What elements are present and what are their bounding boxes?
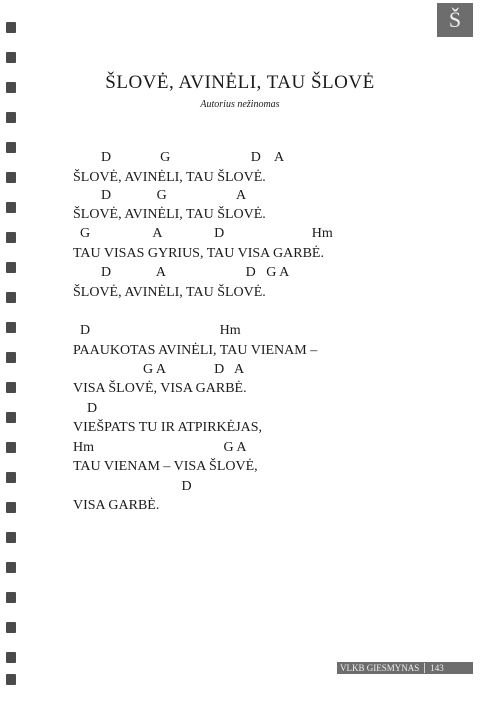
- lyric-line: VISA GARBĖ.: [73, 498, 160, 513]
- binding-hole: [6, 622, 16, 633]
- binding-hole: [6, 232, 16, 243]
- lyric-line: PAAUKOTAS AVINĖLI, TAU VIENAM –: [73, 343, 318, 358]
- binding-hole: [6, 562, 16, 573]
- lyric-line: ŠLOVĖ, AVINĖLI, TAU ŠLOVĖ.: [73, 285, 266, 300]
- binding-hole: [6, 472, 16, 483]
- binding-hole: [6, 142, 16, 153]
- lyric-line: TAU VISAS GYRIUS, TAU VISA GARBĖ.: [73, 246, 324, 261]
- binding-hole: [6, 532, 16, 543]
- binding-hole: [6, 112, 16, 123]
- binding-hole: [6, 442, 16, 453]
- binding-hole: [6, 412, 16, 423]
- chord-line: G A D A: [73, 362, 245, 377]
- lyric-line: VISA ŠLOVĖ, VISA GARBĖ.: [73, 381, 247, 396]
- binding-hole: [6, 352, 16, 363]
- binding-hole: [6, 502, 16, 513]
- footer-book-title: VLKB GIESMYNAS: [340, 663, 420, 673]
- lyric-line: VIEŠPATS TU IR ATPIRKĖJAS,: [73, 420, 263, 435]
- binding-hole: [6, 262, 16, 273]
- chord-line: D A D G A: [73, 265, 290, 280]
- binding-hole: [6, 202, 16, 213]
- binding-hole: [6, 674, 16, 685]
- chord-line: D G A: [73, 188, 247, 203]
- chord-line: Hm G A: [73, 440, 247, 455]
- binding-hole: [6, 592, 16, 603]
- chord-line: D G D A: [73, 150, 285, 165]
- chord-line: D: [73, 479, 192, 494]
- binding-hole: [6, 52, 16, 63]
- lyric-line: ŠLOVĖ, AVINĖLI, TAU ŠLOVĖ.: [73, 207, 266, 222]
- binding-hole: [6, 292, 16, 303]
- binding-hole: [6, 382, 16, 393]
- chord-line: D: [73, 401, 98, 416]
- binding-hole: [6, 22, 16, 33]
- binding-hole: [6, 652, 16, 663]
- binding-hole: [6, 172, 16, 183]
- section-letter-tab: Š: [437, 3, 473, 37]
- chord-line: D Hm: [73, 323, 241, 338]
- lyric-line: ŠLOVĖ, AVINĖLI, TAU ŠLOVĖ.: [73, 170, 266, 185]
- chord-line: G A D Hm: [73, 226, 333, 241]
- spiral-binding: [6, 22, 16, 682]
- page-number: 143: [430, 663, 444, 673]
- footer-divider: [424, 663, 425, 673]
- song-title: ŠLOVĖ, AVINĖLI, TAU ŠLOVĖ: [105, 72, 375, 93]
- page-footer: [337, 662, 473, 674]
- lyric-line: TAU VIENAM – VISA ŠLOVĖ,: [73, 459, 258, 474]
- song-author: Autorius nežinomas: [200, 99, 280, 110]
- binding-hole: [6, 322, 16, 333]
